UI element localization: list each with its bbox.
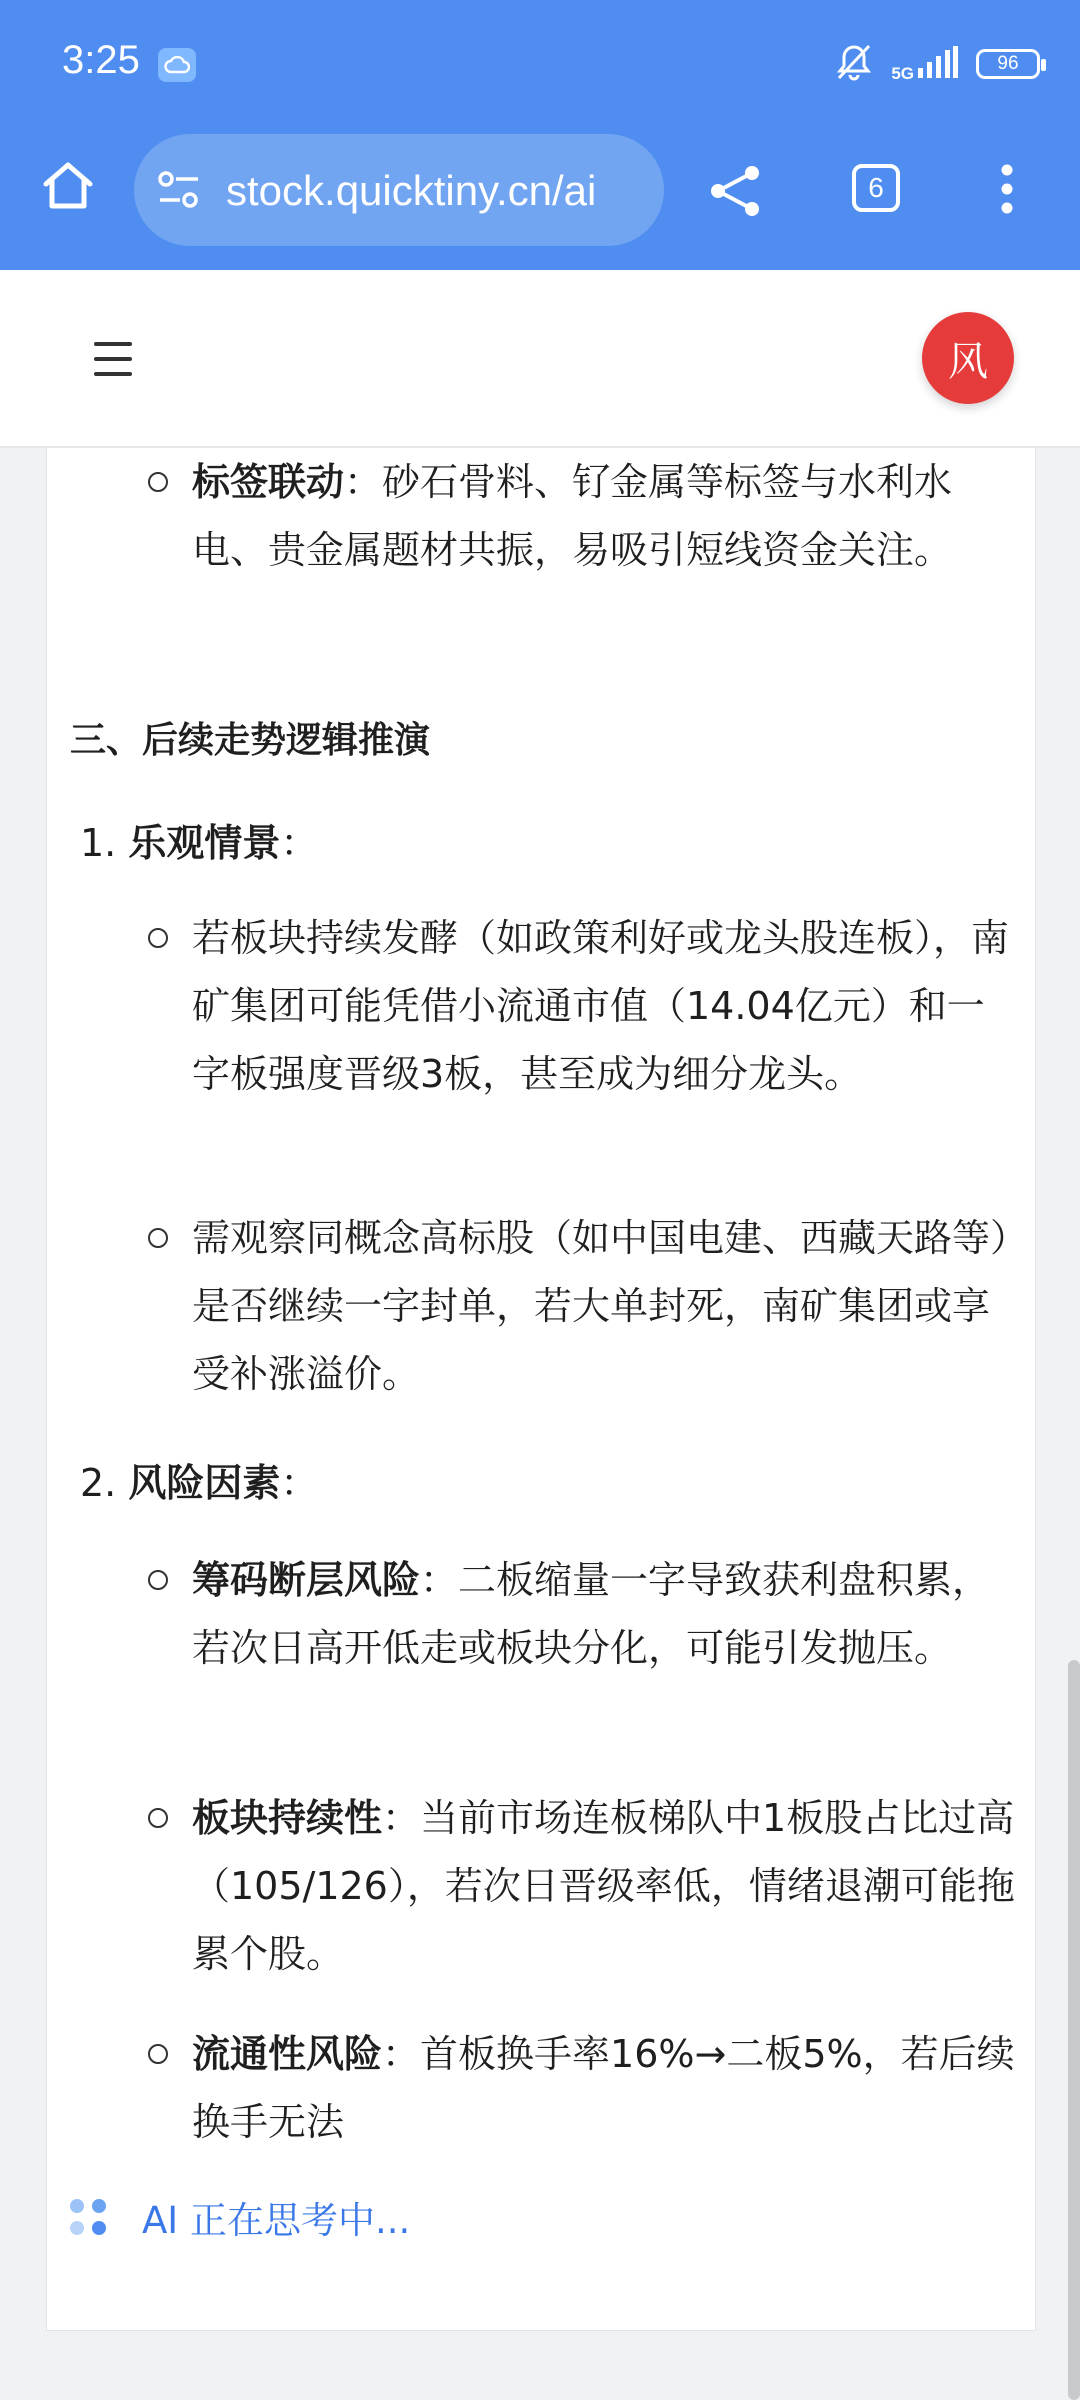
status-time: 3:25	[62, 38, 140, 82]
item-text: ：当前市场连板梯队中1板股占比过高（105/126），若次日晋级率低，情绪退潮可能拖累个股。	[192, 1796, 1015, 1976]
list-title: 乐观情景	[128, 821, 281, 865]
site-settings-icon[interactable]	[156, 168, 202, 216]
item-text: 需观察同概念高标股（如中国电建、西藏天路等）是否继续一字封单，若大单封死，南矿集团或享受补涨溢价。	[192, 1216, 1010, 1396]
list-bullet	[148, 1228, 168, 1248]
list-item	[192, 1546, 1022, 1682]
item-text: ：砂石骨料、钌金属等标签与水利水电、贵金属题材共振，易吸引短线资金关注。	[192, 460, 953, 572]
list-colon: ：	[280, 1461, 319, 1505]
browser-toolbar	[0, 130, 1080, 270]
list-number: 1.	[80, 821, 117, 865]
list-title: 风险因素	[128, 1461, 281, 1505]
mute-bell-icon	[835, 42, 873, 86]
list-item	[192, 904, 1022, 1108]
list-bullet	[148, 1808, 168, 1828]
item-bold-label: 筹码断层风险	[192, 1558, 421, 1602]
more-vert-icon[interactable]	[1000, 164, 1014, 218]
tabs-icon[interactable]	[852, 164, 900, 212]
section-title: 三、后续走势逻辑推演	[70, 720, 431, 761]
item-bold-label: 流通性风险	[192, 2032, 383, 2076]
scrollbar[interactable]	[1068, 1660, 1080, 2400]
list-bullet	[148, 2044, 168, 2064]
user-avatar[interactable]: 风	[922, 312, 1014, 404]
menu-icon[interactable]	[94, 342, 132, 387]
list-item	[192, 1784, 1022, 1988]
ordered-item-title	[80, 812, 318, 867]
address-bar[interactable]	[134, 134, 664, 246]
item-text: ：首板换手率16%→二板5%，若后续换手无法	[192, 2032, 1015, 2144]
url-text[interactable]: stock.quicktiny.cn/ai	[226, 167, 597, 214]
list-colon: ：	[280, 821, 319, 865]
item-bold-label: 板块持续性	[192, 1796, 383, 1840]
list-bullet	[148, 1570, 168, 1590]
home-icon[interactable]	[40, 158, 96, 218]
ai-thinking-indicator	[70, 2190, 410, 2244]
list-item	[192, 2020, 1022, 2156]
item-text: ：二板缩量一字导致获利盘积累，若次日高开低走或板块分化，可能引发抛压。	[192, 1558, 991, 1670]
site-header	[0, 270, 1080, 448]
network-type: 5G	[891, 64, 914, 83]
signal-icon	[918, 46, 958, 82]
share-icon[interactable]	[708, 164, 764, 222]
list-bullet	[148, 472, 168, 492]
list-number: 2.	[80, 1461, 117, 1505]
status-bar	[0, 0, 1080, 130]
cloud-icon	[158, 48, 196, 82]
item-text: 若板块持续发酵（如政策利好或龙头股连板），南矿集团可能凭借小流通市值（14.04亿元）和一字板强度晋级3板，甚至成为细分龙头。	[192, 916, 1010, 1096]
loading-dots-icon	[70, 2197, 108, 2237]
list-item	[192, 448, 1022, 584]
thinking-text: AI 正在思考中...	[142, 2199, 411, 2242]
ordered-item-title	[80, 1452, 318, 1507]
tab-count: 6	[868, 172, 884, 203]
status-icons	[835, 42, 1040, 86]
list-item	[192, 1204, 1022, 1408]
battery-icon	[976, 49, 1040, 79]
top-bar	[0, 0, 1080, 270]
battery-level: 96	[997, 53, 1019, 74]
item-bold-label: 标签联动	[192, 460, 345, 504]
list-bullet	[148, 928, 168, 948]
